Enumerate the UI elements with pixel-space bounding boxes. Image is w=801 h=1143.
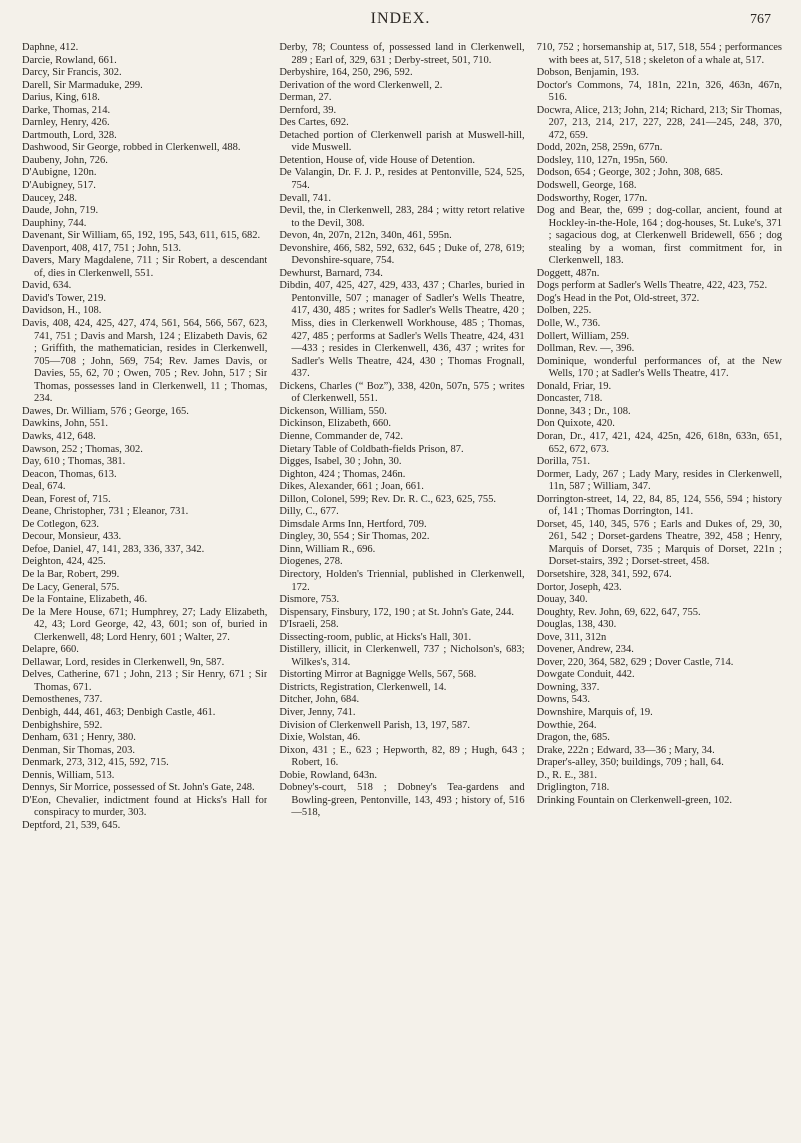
index-entry: Detention, House of, vide House of Detention. [279,154,475,166]
index-entry: Dartmouth, Lord, 328. [22,129,117,141]
index-entry: Dog and Bear, the, 699 ; dog-collar, ancient, found at Hockley-in-the-Hole, 164 ; dog-houses, St. Luke's, 371 ; sagacious dog, at Clerkenwell Bridewell, 656 ; dog stealing by a woman, first commitment for, in Clerkenwell, 183. [536,205,782,267]
index-entry: Des Cartes, 692. [279,117,349,129]
index-entry: De Valangin, Dr. F. J. P., resides at Pentonville, 524, 525, 754. [279,167,525,192]
index-entry: David's Tower, 219. [22,292,106,304]
index-entry: Denbigh, 444, 461, 463; Denbigh Castle, 461. [22,706,216,718]
index-entry: Donald, Friar, 19. [536,380,612,392]
index-entry: Dickinson, Elizabeth, 660. [279,418,392,430]
index-entry: D'Aubigne, 120n. [22,167,97,179]
index-entry: Downs, 543. [536,694,591,706]
index-entry: Deptford, 21, 539, 645. [22,819,121,831]
index-entry: Dawkins, John, 551. [22,418,109,430]
index-entry: Darnley, Henry, 426. [22,117,110,129]
index-entry: Dienne, Commander de, 742. [279,430,403,442]
index-entry: Daude, John, 719. [22,205,99,217]
index-entry: Devon, 4n, 207n, 212n, 340n, 461, 595n. [279,230,452,242]
index-entry: Derbyshire, 164, 250, 296, 592. [279,67,413,79]
page-number: 767 [750,12,771,27]
index-entry: Dickens, Charles (“ Boz”), 338, 420n, 507n, 575 ; writes of Clerkenwell, 551. [279,380,525,405]
index-entry: Dolben, 225. [536,305,592,317]
index-entry: Draper's-alley, 350; buildings, 709 ; hall, 64. [536,757,724,769]
index-entry: Detached portion of Clerkenwell parish at Muswell-hill, vide Muswell. [279,129,525,154]
index-entry: Dimsdale Arms Inn, Hertford, 709. [279,518,427,530]
index-entry: Dickenson, William, 550. [279,405,387,417]
index-entry: Daucey, 248. [22,192,78,204]
index-entry: Dogs perform at Sadler's Wells Theatre, 422, 423, 752. [536,280,768,292]
index-entry: Dobie, Rowland, 643n. [279,769,378,781]
index-entry: Dodswell, George, 168. [536,180,637,192]
index-entry: Day, 610 ; Thomas, 381. [22,456,126,468]
index-entry: Dennys, Sir Morrice, possessed of St. John's Gate, 248. [22,782,255,794]
index-entry: Dorset, 45, 140, 345, 576 ; Earls and Dukes of, 29, 30, 261, 542 ; Dorset-gardens Theatre, 392, 458 ; Henry, Marquis of Dorset, 735 ; Marquis of Dorset, 221n ; Dorset-stairs, 392 ; Dorset-street, 458. [536,518,782,568]
index-entry: D'Aubigney, 517. [22,180,96,192]
index-entry: Devall, 741. [279,192,331,204]
index-entry: Distorting Mirror at Bagnigge Wells, 567, 568. [279,669,477,681]
index-entry: Doughty, Rev. John, 69, 622, 647, 755. [536,606,701,618]
index-entry: Distillery, illicit, in Clerkenwell, 737 ; Nicholson's, 683; Wilkes's, 314. [279,644,525,668]
index-entry: Dinn, William R., 696. [279,543,376,555]
index-entry: D'Israeli, 258. [279,619,339,631]
index-entry: Devonshire, 466, 582, 592, 632, 645 ; Duke of, 278, 619; Devonshire-square, 754. [279,242,525,267]
index-entry: Delapre, 660. [22,644,79,656]
index-entry: Dashwood, Sir George, robbed in Clerkenwell, 488. [22,142,241,154]
index-entry: Ditcher, John, 684. [279,694,360,706]
index-entry: De la Bar, Robert, 299. [22,568,120,580]
index-column-right [537,42,782,1137]
index-entry: Dodd, 202n, 258, 259n, 677n. [536,142,663,154]
index-entry: Derby, 78; Countess of, possessed land in Clerkenwell, 289 ; Earl of, 329, 631 ; Derby-street, 501, 710. [279,42,525,66]
index-entry: Dollman, Rev. —, 396. [536,343,635,355]
index-entry: Dodson, 654 ; George, 302 ; John, 308, 685. [536,167,723,179]
index-entry: Dillon, Colonel, 599; Rev. Dr. R. C., 623, 625, 755. [279,493,496,505]
index-entry: Dean, Forest of, 715. [22,493,111,505]
index-entry: Dortor, Joseph, 423. [536,581,622,593]
index-entry: Delves, Catherine, 671 ; John, 213 ; Sir Henry, 671 ; Sir Thomas, 671. [22,669,268,693]
index-entry: Dawson, 252 ; Thomas, 302. [22,443,143,455]
index-entry: Dismore, 753. [279,594,340,606]
index-column-left [22,42,267,1137]
index-entry: Dorsetshire, 328, 341, 592, 674. [536,568,672,580]
index-entry: Dilly, C., 677. [279,506,339,518]
page-header [30,8,771,32]
index-entry: Downshire, Marquis of, 19. [536,706,653,718]
index-entry: Dover, 220, 364, 582, 629 ; Dover Castle, 714. [536,656,734,668]
index-entry: Dernford, 39. [279,104,337,116]
index-entry: Dobson, Benjamin, 193. [536,67,640,79]
index-entry: Deal, 674. [22,481,66,493]
index-entry: Dowgate Conduit, 442. [536,669,635,681]
index-entry: Dove, 311, 312n [536,631,607,643]
index-entry: Davis, 408, 424, 425, 427, 474, 561, 564, 566, 567, 623, 741, 751 ; Davis and Marsh, 124 ; Elizabeth Davis, 62 ; Griffith, the mathematician, resides in Clerkenwell, 705—708 ; John, 569, 754; Rev. James Davis, or Davies, 55, 62, 70 ; Owen, 705 ; Rev. John, 517 ; Sir Thomas, possesses land in Clerkenwell, 11 ; Thomas, 234. [22,318,268,405]
index-entry: Dorilla, 751. [536,456,591,468]
index-entry: Deacon, Thomas, 613. [22,468,117,480]
page-title: INDEX. [370,10,431,27]
index-entry: Dodsley, 110, 127n, 195n, 560. [536,154,668,166]
index-entry: Denham, 631 ; Henry, 380. [22,732,136,744]
index-entry: D., R. E., 381. [536,769,598,781]
index-entry: David, 634. [22,280,72,292]
index-entry: Drake, 222n ; Edward, 33—36 ; Mary, 34. [536,744,715,756]
index-entry: Don Quixote, 420. [536,418,615,430]
index-entry: Defoe, Daniel, 47, 141, 283, 336, 337, 342. [22,543,205,555]
index-entry: Driglington, 718. [536,782,610,794]
index-entry: Darcie, Rowland, 661. [22,54,117,66]
index-entry: Dowthie, 264. [536,719,597,731]
index-entry: Dobney's-court, 518 ; Dobney's Tea-gardens and Bowling-green, Pentonville, 143, 493 ; history of, 516—518, [279,782,525,819]
index-entry: Dennis, William, 513. [22,769,115,781]
index-entry: Digges, Isabel, 30 ; John, 30. [279,456,402,468]
index-entry: Dragon, the, 685. [536,732,610,744]
index-entry: Drinking Fountain on Clerkenwell-green, 102. [536,794,733,806]
index-entry: Dominique, wonderful performances of, at the New Wells, 170 ; at Sadler's Wells Theatre, 417. [536,355,782,380]
index-entry: Dixon, 431 ; E., 623 ; Hepworth, 82, 89 ; Hugh, 643 ; Robert, 16. [279,744,525,769]
index-entry: Dewhurst, Barnard, 734. [279,267,383,279]
index-entry: Daubeny, John, 726. [22,154,108,166]
index-entry: Darke, Thomas, 214. [22,104,111,116]
index-entry: Dodsworthy, Roger, 177n. [536,192,648,204]
index-entry: Decour, Monsieur, 433. [22,531,122,543]
index-entry: Dellawar, Lord, resides in Clerkenwell, 9n, 587. [22,656,225,668]
index-entry: Douglas, 138, 430. [536,619,617,631]
index-entry: Diogenes, 278. [279,556,343,568]
index-entry: Derivation of the word Clerkenwell, 2. [279,79,443,91]
index-entry: Denbighshire, 592. [22,719,103,731]
index-entry: Dolle, W., 736. [536,318,601,330]
index-entry: De Lacy, General, 575. [22,581,120,593]
index-entry: Deighton, 424, 425. [22,556,106,568]
index-entry: Docwra, Alice, 213; John, 214; Richard, 213; Sir Thomas, 207, 213, 214, 217, 227, 228, 241—245, 248, 370, 472, 659. [536,104,782,141]
index-entry: Doncaster, 718. [536,393,603,405]
index-entry: Division of Clerkenwell Parish, 13, 197, 587. [279,719,471,731]
index-entry: Dorrington-street, 14, 22, 84, 85, 124, 556, 594 ; history of, 141 ; Thomas Dorrington, 141. [536,493,782,518]
index-entry: Dawks, 412, 648. [22,430,96,442]
index-entry: Dawes, Dr. William, 576 ; George, 165. [22,405,189,417]
index-entry: Dighton, 424 ; Thomas, 246n. [279,468,406,480]
index-entry: Dauphiny, 744. [22,217,87,229]
index-entry: Dietary Table of Coldbath-fields Prison, 87. [279,443,464,455]
index-entry: De la Mere House, 671; Humphrey, 27; Lady Elizabeth, 42, 43; Lord George, 42, 43, 601; son of, buried in Clerkenwell, 48; Lord Henry, 601 ; Walter, 27. [22,606,268,643]
index-entry: Derman, 27. [279,92,332,104]
index-entry: Davers, Mary Magdalene, 711 ; Sir Robert, a descendant of, dies in Clerkenwell, 551. [22,255,268,279]
index-entry: D'Eon, Chevalier, indictment found at Hicks's Hall for conspiracy to murder, 303. [22,794,268,819]
index-entry: De Cotlegon, 623. [22,518,99,530]
index-entry: Darcy, Sir Francis, 302. [22,67,122,79]
index-entry: Dispensary, Finsbury, 172, 190 ; at St. John's Gate, 244. [279,606,515,618]
index-entry: Davenant, Sir William, 65, 192, 195, 543, 611, 615, 682. [22,230,261,242]
index-entry: De la Fontaine, Elizabeth, 46. [22,594,148,606]
index-entry: Directory, Holden's Triennial, published in Clerkenwell, 172. [279,568,525,593]
index-entry: Dollert, William, 259. [536,330,630,342]
index-entry: Doran, Dr., 417, 421, 424, 425n, 426, 618n, 633n, 651, 652, 672, 673. [536,430,782,455]
index-entry: Districts, Registration, Clerkenwell, 14. [279,681,447,693]
index-entry: Dibdin, 407, 425, 427, 429, 433, 437 ; Charles, buried in Pentonville, 507 ; manager of Sadler's Wells Theatre, 417, 430, 485 ; writes for Sadler's Wells Theatre, 420 ; Miss, dies in Clerkenwell Workhouse, 485 ; Thomas, 427, 485 ; performs at Sadler's Wells Theatre, 424, 431—433 ; resides in Clerkenwell, 436, 437 ; writes for Sadler's Wells Theatre, 424, 430 ; Thomas Frognall, 437. [279,280,525,380]
index-entry: Denman, Sir Thomas, 203. [22,744,135,756]
index-entry: Donne, 343 ; Dr., 108. [536,405,631,417]
index-entry: Deane, Christopher, 731 ; Eleanor, 731. [22,506,189,518]
index-entry: Darius, King, 618. [22,92,100,104]
index-entry: Devil, the, in Clerkenwell, 283, 284 ; witty retort relative to the Devil, 308. [279,205,525,229]
index-entry: Denmark, 273, 312, 415, 592, 715. [22,757,169,769]
index-entry: Doggett, 487n. [536,267,600,279]
index-entry: Dormer, Lady, 267 ; Lady Mary, resides in Clerkenwell, 11n, 587 ; William, 347. [536,468,782,493]
index-columns [22,42,782,1137]
index-entry: Demosthenes, 737. [22,694,103,706]
index-entry: Dixie, Wolstan, 46. [279,732,361,744]
index-entry: Dingley, 30, 554 ; Sir Thomas, 202. [279,531,430,543]
index-entry: Daphne, 412. [22,42,79,53]
index-entry: Davidson, H., 108. [22,305,102,317]
index-entry: Dog's Head in the Pot, Old-street, 372. [536,292,700,304]
index-entry: Douay, 340. [536,594,588,606]
index-column-middle [279,42,524,1137]
index-entry: Dovener, Andrew, 234. [536,644,634,656]
index-entry: 710, 752 ; horsemanship at, 517, 518, 554 ; performances with bees at, 517, 518 ; skeleton of a whale at, 517. [536,42,782,66]
index-entry: Dissecting-room, public, at Hicks's Hall, 301. [279,631,472,643]
index-entry: Doctor's Commons, 74, 181n, 221n, 326, 463n, 467n, 516. [536,79,782,104]
index-entry: Dikes, Alexander, 661 ; Joan, 661. [279,481,424,493]
index-entry: Diver, Jenny, 741. [279,706,356,718]
index-entry: Darell, Sir Marmaduke, 299. [22,79,143,91]
index-entry: Davenport, 408, 417, 751 ; John, 513. [22,242,181,254]
index-entry: Downing, 337. [536,681,600,693]
